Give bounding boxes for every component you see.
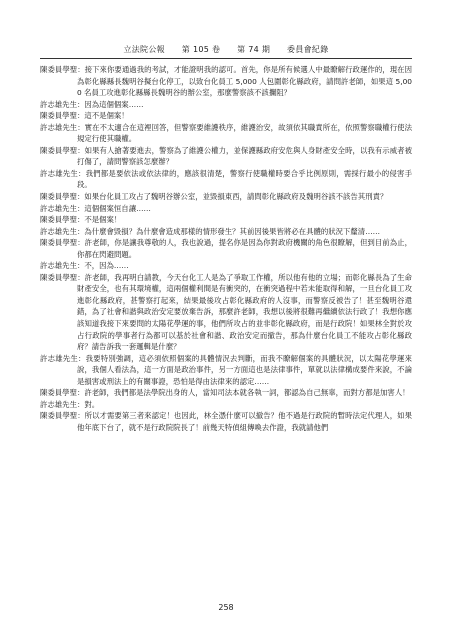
page-header [0,44,452,55]
volume-number: 第 105 卷 [181,45,221,54]
transcript-paragraph: 陳委員學聖：接下來你要通過我的考試，才能證明我的認可。首先，你是所有候選人中最瞭解行政運作的，現在因為彰化縣縣長魏明谷擬台化停工，以致台化員工 5,000 人包圍彰化縣政府，請問許老師，如果這 5,000 名員工攻進彰化縣縣長魏明谷的辦公室，那麼警察該不該攔阻？ [40,65,412,98]
transcript-paragraph: 陳委員學聖：所以才需要第三者來認定！也因此，林全憑什麼可以撤告？他不過是行政院的暫時法定代理人，如果他年底下台了，就不是行政院院長了！前幾天特偵組傳喚去作證，我就請他們 [40,411,412,432]
transcript-paragraph: 許志雄先生：不，因為…… [40,261,129,271]
transcript-paragraph: 陳委員學聖：如果台化員工攻占了魏明谷辦公室，並毀損東西，請問彰化縣政府及魏明谷該不該告其刑責？ [40,192,388,202]
transcript-paragraph: 許志雄先生：為什麼會毀損？為什麼會造成那樣的情形發生？其前因後果皆將必在具體的狀況下釐清…… [40,226,380,236]
transcript-paragraph: 許志雄先生：對。 [40,399,100,409]
page-number: 258 [218,603,234,612]
publication-title: 立法院公報 [123,45,165,54]
transcript-paragraph: 陳委員學聖：這不是個案！ [40,111,129,121]
transcript-paragraph: 許志雄先生：實在不太適合在這裡回答，但警察要維護秩序，維護治安，故須依其職責所在，依照警察職權行使法規定行使其職權。 [40,122,412,144]
transcript-paragraph: 陳委員學聖：如果有人搶著要進去，警察為了維護公權力，並保護縣政府安危與人身財產安全時，以我有示威者被打傷了，請問警察該怎麼辦？ [40,145,412,167]
section-name: 委員會紀錄 [287,45,329,54]
transcript-paragraph: 許志雄先生：我要特別強調，這必須依照個案的具體情況去判斷，而我不瞭解個案的具體狀況，以太陽花學運來說，我個人看法為，這一方面是政治事件，另一方面這也是法律事件，單就以法律構成要件來說，不論是損害或刑法上的有關事證，恐怕是得由法律來的認定…… [40,353,412,386]
transcript-paragraph: 許志雄先生：我們都是要依法或依法律的，應該很清楚，警察行使職權時要合乎比例原則，需採行最小的侵害手段。 [40,168,412,190]
transcript-body [40,64,412,434]
transcript-paragraph: 陳委員學聖：許老師，你是讓我尊敬的人，我也說過，提名你是因為你對政府機關的角色很瞭解，但到目前為止，你都在閃避問題。 [40,238,412,259]
header-divider [40,58,412,59]
transcript-paragraph: 許志雄先生：因為這個個案…… [40,99,144,109]
transcript-paragraph: 許志雄先生：這個個案恒自讓…… [40,203,151,213]
transcript-paragraph: 陳委員學聖：許老師，我再明白請教，今天台化工人是為了爭取工作權，所以他有他的立場；而彰化縣長為了生命財產安全，也有其環境權，這兩個權利間是有衝突的，在衝突過程中若未能取得和解，一旦台化員工攻進彰化縣政府，甚警察打起來，結果最後攻占彰化縣政府的人沒事，而警察反被告了！甚至魏明谷還錯，為了社會和諧與政治安定要放棄告訴，那麼許老師，我想以後將很難再繼續依法行政了！我想你應該知道我接下來要問的太陽花學運的事，他們所攻占的並非彰化縣政府，而是行政院！如果林全對於攻占行政院的學事者行為都可以基於社會和諧、政治安定而撤告，那為什麼台化員工不能攻占彰化縣政府？請告訴我一套邏輯是什麼？ [40,272,412,352]
issue-number: 第 74 期 [237,45,271,54]
transcript-paragraph: 陳委員學聖：許老師，我們都是法學院出身的人，當知司法本就各執一詞，都認為自己無辜，而對方都是加害人！ [40,388,410,398]
transcript-paragraph: 陳委員學聖：不是個案！ [40,215,122,225]
